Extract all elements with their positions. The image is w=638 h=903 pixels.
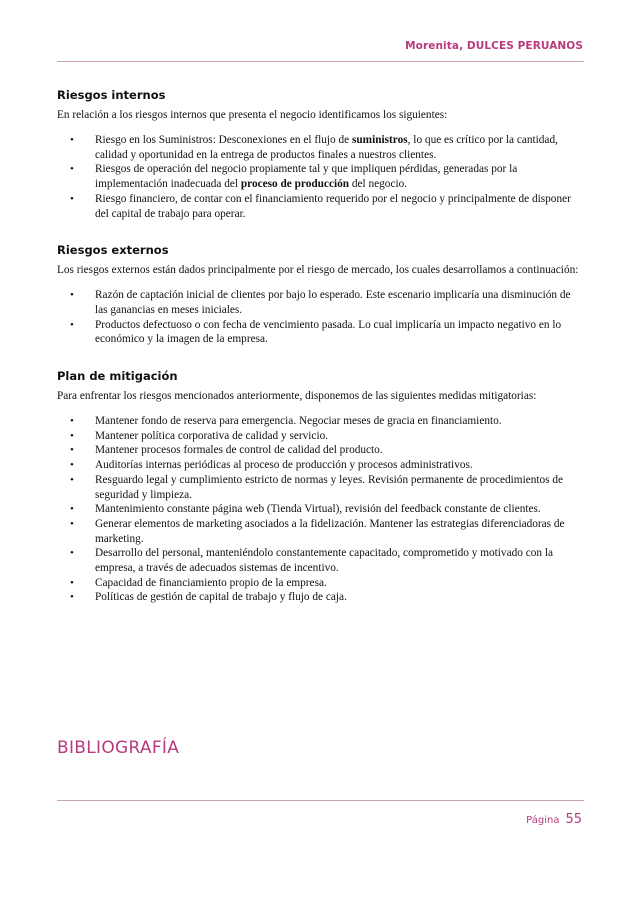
list-item	[57, 318, 584, 347]
bullet-icon: •	[70, 459, 74, 472]
list-item	[57, 502, 584, 517]
item-text: , lo que es crítico por la cantidad, calidad y oportunidad en la entrega de productos finales a nuestros clientes.	[95, 134, 558, 161]
bullet-icon: •	[70, 503, 74, 516]
item-text: Riesgos de operación del negocio propiamente tal y que impliquen pérdidas, generadas por la implementación inadecuada del	[95, 163, 518, 191]
running-header-title: Morenita, DULCES PERUANOS	[405, 40, 583, 52]
bullet-icon: •	[70, 163, 74, 176]
bullet-list	[57, 288, 584, 347]
section-heading: Riesgos externos	[57, 243, 169, 258]
bullet-icon: •	[70, 517, 74, 530]
bullet-list	[57, 133, 584, 221]
list-item	[57, 288, 584, 317]
section-intro: Los riesgos externos están dados principalmente por el riesgo de mercado, los cuales desarrollamos a continuación:	[57, 264, 579, 277]
bullet-icon: •	[70, 134, 74, 146]
item-text: Riesgo en los Suministros: Desconexiones en el flujo de	[95, 134, 352, 146]
list-item	[57, 458, 584, 473]
list-item	[57, 133, 584, 162]
list-item	[57, 429, 584, 444]
list-item	[57, 546, 584, 575]
item-text: Resguardo legal y cumplimiento estricto de normas y leyes. Revisión permanente de procedimientos de seguridad y limpieza.	[95, 473, 564, 501]
item-text: Generar elementos de marketing asociados a la fidelización. Mantener las estrategias diferenciadoras de marketing.	[95, 517, 565, 545]
list-item	[57, 414, 584, 429]
list-item	[57, 517, 584, 546]
item-text: Riesgo financiero, de contar con el financiamiento requerido por el negocio y principalmente de disponer del capital de trabajo para operar.	[95, 192, 571, 220]
section	[57, 88, 584, 221]
item-text: Auditorías internas periódicas al proceso de producción y procesos administrativos.	[95, 459, 473, 472]
page-label: Página	[526, 815, 560, 826]
section-intro: Para enfrentar los riesgos mencionados anteriormente, disponemos de las siguientes medidas mitigatorias:	[57, 390, 537, 403]
section	[57, 369, 584, 605]
bullet-icon: •	[70, 415, 74, 428]
item-text: Productos defectuoso o con fecha de vencimiento pasada. Lo cual implicaría un impacto negativo en lo económico y la imagen de la empresa.	[95, 318, 562, 346]
section-intro: En relación a los riesgos internos que presenta el negocio identificamos los siguientes:	[57, 109, 448, 121]
bibliography-heading: BIBLIOGRAFÍA	[57, 738, 180, 758]
list-item	[57, 590, 584, 605]
bullet-icon: •	[70, 591, 74, 604]
list-item	[57, 192, 584, 221]
bullet-list	[57, 414, 584, 605]
list-item	[57, 576, 584, 591]
list-item	[57, 473, 584, 502]
bullet-icon: •	[70, 318, 74, 331]
page-footer	[526, 808, 582, 827]
list-item	[57, 443, 584, 458]
item-text: Razón de captación inicial de clientes por bajo lo esperado. Este escenario implicaría una disminución de las ganancias en meses iniciales.	[95, 289, 571, 316]
bullet-icon: •	[70, 576, 74, 589]
section	[57, 243, 584, 347]
item-text: Mantenimiento constante página web (Tienda Virtual), revisión del feedback constante de clientes.	[95, 503, 541, 516]
bullet-icon: •	[70, 429, 74, 442]
list-item	[57, 162, 584, 191]
section-heading: Riesgos internos	[57, 88, 166, 102]
bullet-icon: •	[70, 289, 74, 302]
item-text: Mantener fondo de reserva para emergencia. Negociar meses de gracia en financiamiento.	[95, 415, 502, 428]
item-text: Mantener procesos formales de control de calidad del producto.	[95, 444, 383, 457]
page-number: 55	[565, 812, 582, 827]
item-text: Mantener política corporativa de calidad y servicio.	[95, 429, 329, 442]
bullet-icon: •	[70, 192, 74, 205]
page-body	[57, 88, 584, 627]
item-text: Capacidad de financiamiento propio de la empresa.	[95, 576, 327, 589]
bold-term: suministros	[351, 134, 408, 146]
bullet-icon: •	[70, 547, 74, 560]
bullet-icon: •	[70, 473, 74, 486]
bullet-icon: •	[70, 444, 74, 457]
item-text: Políticas de gestión de capital de trabajo y flujo de caja.	[95, 591, 347, 604]
bold-term: proceso de producción	[240, 178, 350, 191]
footer-divider	[57, 800, 584, 801]
header-divider	[57, 61, 584, 62]
section-heading: Plan de mitigación	[57, 369, 178, 384]
item-text: del negocio.	[349, 178, 408, 191]
item-text: Desarrollo del personal, manteniéndolo constantemente capacitado, comprometido y motivado con la empresa, a través de adecuados sistemas de incentivo.	[95, 547, 554, 575]
